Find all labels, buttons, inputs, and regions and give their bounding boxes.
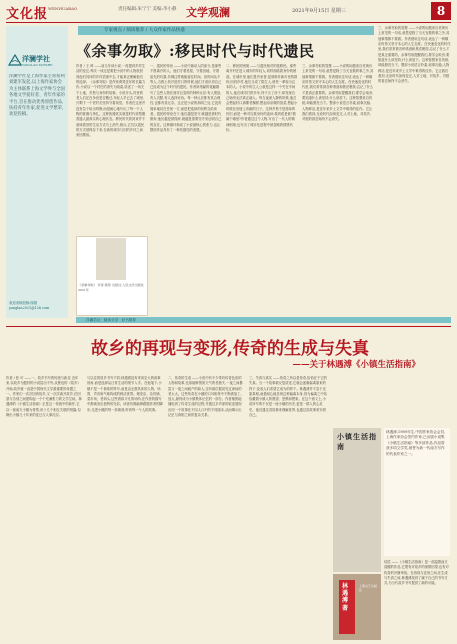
newspaper-sublogo: WENHUABAO [48,6,78,11]
section-title: 文学观澜 [186,6,230,19]
strip-text: 洋澜学社 · 阅读分享 · 好书推荐 [86,318,136,322]
cover-publisher: 上海文艺出版社 [359,584,378,592]
article1-column-5: 三、余事勿取的智慧 ——小说的标题来自老黄历上常见的一句话,意思是除了当天宜做的事之外,其他事情都不要做。作者借用这句话,表达了一种顺应时势又坚守本心的人生态度。在快速变化的时代里,我们常常被各种诱惑和焦虑裹挟,忘记了什么才是真正重要的。余事勿取提醒我们,要学会取舍,要知道什么该坚持,什么该放下。这种智慧来自传统,却能照亮当下。整部小说语言朴素,叙事沉稳,人物鲜活,是近年来乡土文学中难得的佳作。它让我们看到,无论时代如何变迁,人对土地、对故乡、对根的眷恋始终不会消失。 [378,26,451,84]
issue-date: 2021年9月15日 星期三 [292,8,346,14]
author-caption: 林遇溥,1989年生,中国作家协会会员,上海作家协会签约作家,已出版小说集《小镇生活指南》等多部作品,作品曾获多项文学奖,被誉为新一代南方写作的代表作家之一。 [386,430,446,456]
page-number: 8 [431,2,451,20]
book-photo-title: 小镇生活指南 [337,432,377,451]
top-banner [78,26,374,35]
newspaper-logo: 文化报 [6,7,49,22]
sidebar-intro: 洋澜学社是上海作家主席希利刘建军发起,以上海作家协会为主体联系上海文学界与全国各地文学爱好者、青年作家的平台,旨在推动优秀原创作品,扶持青年作家,促进文学繁荣,欢迎投稿。 [9,74,65,118]
article1-column-1: 作者 / 王 琦 ——前几年读小说,一再提到乡村生活的变迁,每次一读还是要把小说中的人物放回到他们具体的乡村语境中去,才能真正理解他们的选择。《余事勿取》是作家黄梵近年的长篇力作,小说以一个村庄的消失为线索,讲述了一场关于土地、乡愁与身份的故事。小说开头,村里的老人们还在争论是否搬迁,年轻人早已去了城里,只剩下一个老村长坚持守着祠堂。作者在这里并没有急于给出判断,而是耐心地写出了每一个人物的犹豫与挣扎。这种犹豫其实就是时代转型期普通人最真实的心理状态。移民时代的到来并不意味着旧的生活方式马上消失,相反,它们以遗民的方式被保存下来,在新的城市与旧的乡村之间来回摆荡。 [76,64,146,138]
article1-column-4: 三、余事勿取的智慧 ——小说的标题来自老黄历上常见的一句话,意思是除了当天宜做的事之外,其他事情都不要做。作者借用这句话,表达了一种顺应时势又坚守本心的人生态度。在快速变化的时代里,我们常常被各种诱惑和焦虑裹挟,忘记了什么才是真正重要的。余事勿取提醒我们,要学会取舍,要知道什么该坚持,什么该放下。这种智慧来自传统,却能照亮当下。整部小说语言朴素,叙事沉稳,人物鲜活,是近年来乡土文学中难得的佳作。它让我们看到,无论时代如何变迁,人对土地、对故乡、对根的眷恋始终不会消失。 [302,64,374,122]
article2-column-1: 作者 / 张 可 ——一、故乡书写的传统与新变 近年来,以故乡为题材的小说层出不穷,从鲁迅的《故乡》开始,故乡就一直是中国现代文学最重要的母题之一。作家们一次次回到故乡,又一次次离开故乡,在回望与告别之间建构起一个个充满张力的文学空间。林遇溥的《小镇生活指南》正是这一传统中的新作,它以一座南方小镇为背景,用十几个相互关联的短篇,勾勒出小镇几十年来的变迁与人事沉浮。 [6,376,82,417]
banner-text: 专家视点 / 阅读推荐 / 大众作家作品快递 [104,28,185,33]
article2-column-3: 二、传奇的生成 ——小说中有不少带有传奇色彩的人物和故事,比如能够预知天气的老渔夫,一夜之间暴富又一夜之间破产的商人,还有那位据说见过神仙的老太太。这些传奇在小镇的口耳相传中不断被加工、放大,最终成为小镇集体记忆的一部分。作者敏锐地捕捉到了传奇生成的过程,并通过多声部的叙述展现出同一个故事在不同人口中的不同版本,从而揭示出记忆与真相之间的复杂关系。 [168,376,244,417]
book-cover-photo [333,574,381,640]
article2-column-5: 结语 ——《小镇生活指南》是一部温情而又清醒的作品,它既有对故乡的深情回望,也有对传奇的冷静审视。在再现与变形之间,在生成与失真之间,林遇溥找到了属于自己的书写方式,为当代故乡书写提供了新的可能。 [384,560,449,585]
article1-column-2: 一、遗民的悖论 ——小说中最动人的部分,是那些不愿离开的人。他们守着老屋、守着田地、守着祖先的坟墓,仿佛这样就能留住时间。但时间从不等人,当推土机开进村口的时候,他们才意识到自己已经成为这个时代的遗民。作者用细腻的笔触描写了这些人物在面对巨变时的种种反应:有人愤怒,有人沉默,有人选择妥协。每一种反应都有其合理性,也都有其无奈。这正是小说的高明之处,它没有简单地站在任何一方,而是把选择的权利交给读者。遗民的悖论在于,他们越是坚守,就越是被时代抛弃;他们越是被抛弃,就越是需要坚守来证明自己的存在。这种循环构成了小说最核心的张力,也让整部作品具有了一种悲剧性的美感。 [150,64,222,133]
cover-author: 林遇溥 著 [342,583,349,612]
brand-logo-icon [8,54,22,66]
article2-title: 故乡的再现与变形,传奇的生成与失真 [91,339,369,359]
brand-subtitle: YANGLAN XUESHE [22,63,53,67]
article1-column-3: 二、移民的困境 ——与遗民相对的是移民。那些离开村庄进入城市的年轻人,同样面临着身份的困惑。在城市里,他们是外来者,是被称作新市民的群体;回到乡村,他们又成了陌生人,被老一辈视为忘本的人。小说中的主人公就是这样一个夹在中间的人,他在城市打拼多年,终于买了房子,却发现自己始终无法真正融入。每当夜深人静的时候,他总会想起村口那棵老槐树,想起母亲做的饭菜,想起小时候在田埂上奔跑的日子。这种乡愁不是简单的怀旧,而是一种对自我身份的追问:我到底是谁?我属于哪里?作者通过这个人物,写出了一代人的精神困境,也写出了城市化进程中被忽略的情感代价。 [226,64,298,133]
sidebar-email: 欢迎来稿投稿:邮箱 yanglan2021@126.com [9,301,50,310]
bottom-strip [76,317,451,323]
book-caption: 《余事勿取》 作者:黄梵 出版社:人民文学出版社 2021年 [78,283,144,292]
book-photo [333,428,381,572]
article2-column-2: 与以往的故乡书写不同,林遇溥没有采用宏大的叙事视角,而是选择从日常生活的细节入手。在他笔下,小镇不是一个抽象的符号,而是由无数具体的人物、场景、声音和气味构成的鲜活世界。理发店、杂货铺、菜市场、老码头,这些看似平凡的场所,在作者的描写中都焕发出独特的光彩。读者仿佛能够跟随作者的脚步,走进小镇的每一条街巷,听到每一个人的故事。 [87,376,163,412]
article2-column-4: 三、失真与真实 ——传奇之所以是传奇,恰恰在于它的失真。当一个故事被反复讲述,它就会逐渐偏离原来的样子,变成人们希望它成为的样子。林遇溥并不急于还原真相,而是耐心地呈现这种偏离本身,因为偏离之中恰恰藏着小镇人的愿望、恐惧和想象。在这个意义上,小说所写的不仅是一座小镇的历史,更是一群人的心灵史。他们通过讲故事来理解世界,也通过讲故事来安顿自己。 [249,376,327,417]
brand-name: 洋澜学社 [22,54,50,63]
article1-title: 《余事勿取》:移民时代与时代遗民 [76,42,315,60]
article2-subtitle: ——关于林遇溥《小镇生活指南》 [292,360,420,370]
editor-info: 责任编辑:朱宁宁 美编:李小静 [118,7,177,12]
sidebar-panel [6,26,68,318]
middle-divider [6,326,451,327]
top-divider [6,22,451,23]
book-cover-image [96,238,126,280]
